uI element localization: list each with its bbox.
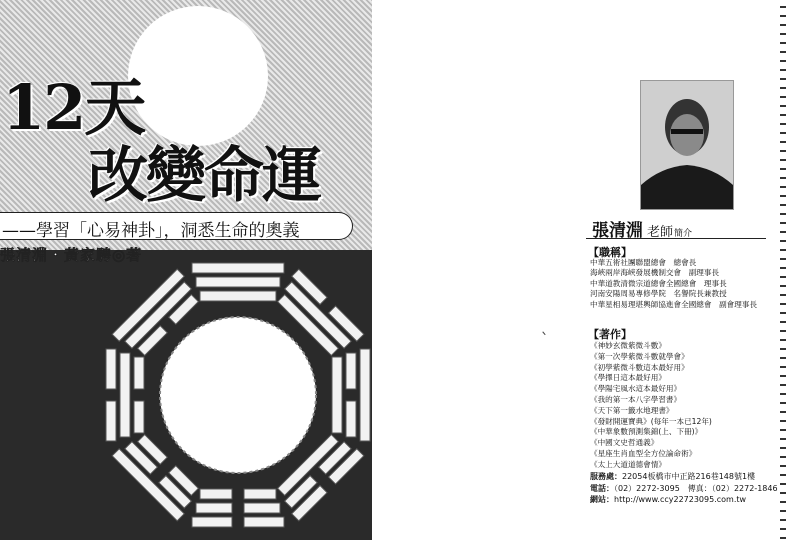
cover-author-line: 張清淵・黃家騁◎著: [0, 246, 143, 264]
list-item: 海峽兩岸海峽發展機制交會 副理事長: [590, 268, 720, 278]
page-edge-marks: [780, 6, 786, 546]
contact-label: 電話：: [590, 483, 614, 493]
list-item: 《我的第一本八字學習書》: [590, 394, 682, 404]
list-item: 《第一次學紫微斗數就學會》: [590, 351, 689, 361]
stray-mark: [542, 329, 548, 335]
cover-title-second: 改變命運: [88, 141, 320, 211]
list-item: 中華星相易理堪輿師協進會全國總會 副會理事長: [590, 299, 758, 309]
list-item: 中華五術社團聯盟總會 總會長: [590, 258, 697, 267]
list-item: 《神妙玄微紫微斗數》: [590, 341, 666, 350]
teacher-intro-label: 簡介: [674, 229, 693, 239]
contact-label: 網站：: [590, 495, 614, 504]
list-item: 中華道教清微宗道總會全國總會 理事長: [590, 278, 727, 288]
contact-value: （02）2272-3095 傳真：（02）2272-1846: [614, 483, 778, 493]
book-cover: [0, 0, 372, 540]
list-item: 《天下第一籤水地理書》: [590, 405, 674, 415]
list-item: 《中華象數預測集錦(上、下冊)》: [590, 427, 703, 437]
cover-subtitle-bar: [0, 212, 353, 240]
person-silhouette-icon: [641, 81, 733, 209]
contact-address: [590, 471, 778, 483]
cover-title-main: 12天: [2, 71, 145, 144]
list-item: 《太上大道道德會情》: [590, 459, 666, 469]
contact-phone: [590, 483, 778, 495]
contact-info: [590, 471, 778, 506]
list-item: 《學擇日這本最好用》: [590, 373, 666, 383]
moon-circle: [128, 6, 268, 146]
list-item: 《學陽宅風水這本最好用》: [590, 384, 682, 394]
list-item: 河南安陽周易專修學院 名譽院長兼教授: [590, 289, 727, 299]
teacher-title: 老師: [647, 225, 674, 240]
contact-value: 22054板橋市中正路216巷148號1樓: [622, 472, 756, 481]
positions-list: [590, 258, 757, 310]
works-list: [590, 341, 712, 471]
website-link[interactable]: http://www.ccy22723095.com.tw: [614, 495, 747, 504]
teacher-name: 張清淵: [592, 221, 643, 241]
list-item: 《星座生肖血型全方位論命術》: [590, 448, 697, 458]
contact-website[interactable]: [590, 494, 778, 506]
author-photo: [640, 80, 734, 210]
works-heading: 【著作】: [588, 328, 632, 341]
list-item: 《發財開運寶典》(每年一本已12年): [590, 416, 712, 426]
cover-subtitle: ——學習「心易神卦」，洞悉生命的奧義: [2, 221, 300, 241]
list-item: 《中國文史哲通義》: [590, 438, 659, 448]
contact-label: 服務處：: [590, 472, 622, 481]
list-item: 《初學紫微斗數這本最好用》: [590, 362, 689, 372]
header-divider: [586, 238, 766, 239]
positions-heading: 【職稱】: [588, 246, 632, 259]
